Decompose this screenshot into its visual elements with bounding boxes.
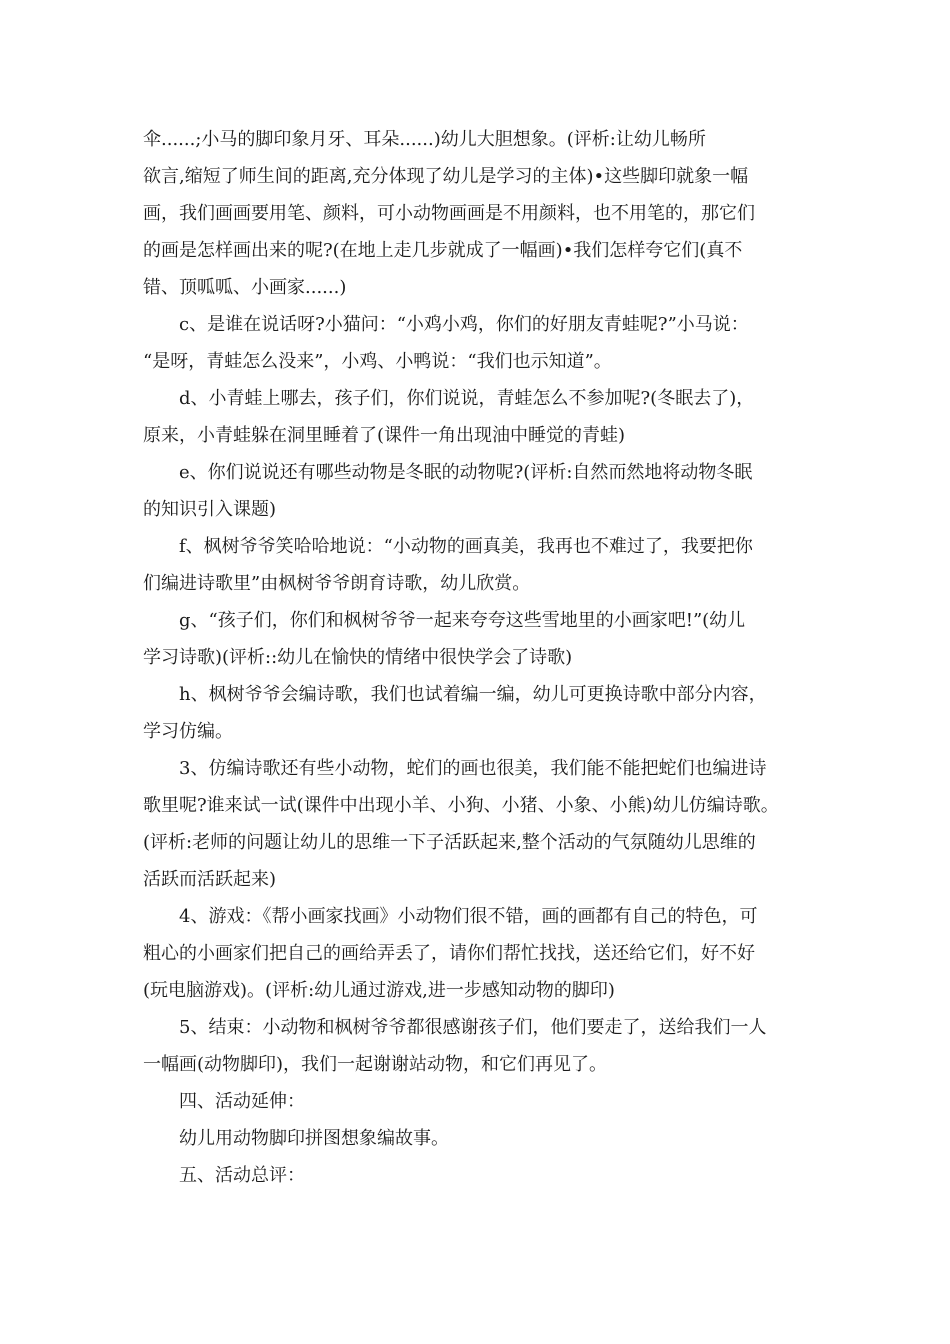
text-line: 学习仿编。 [143,721,233,742]
text-line: 粗心的小画家们把自己的画给弄丢了，请你们帮忙找找，送还给它们，好不好 [143,943,755,964]
text-line: (评析:老师的问题让幼儿的思维一下子活跃起来,整个活动的气氛随幼儿思维的 [143,832,756,853]
text-line: g、“孩子们，你们和枫树爷爷一起来夸夸这些雪地里的小画家吧!”(幼儿 [179,610,746,631]
paragraph-section-5-heading [143,1157,813,1194]
paragraph-continuation [143,121,813,306]
paragraph-step-4 [143,898,813,1009]
text-line: 歌里呢?谁来试一试(课件中出现小羊、小狗、小猪、小象、小熊)幼儿仿编诗歌。 [143,795,779,816]
text-line: 5、结束：小动物和枫树爷爷都很感谢孩子们，他们要走了，送给我们一人 [179,1017,767,1038]
text-line: 一幅画(动物脚印)，我们一起谢谢站动物，和它们再见了。 [143,1054,608,1075]
text-line: 画，我们画画要用笔、颜料，可小动物画画是不用颜料，也不用笔的，那它们 [143,203,755,224]
paragraph-step-5 [143,1009,813,1083]
text-line: 们编进诗歌里”由枫树爷爷朗育诗歌，幼儿欣赏。 [143,573,531,594]
text-line: h、枫树爷爷会编诗歌，我们也试着编一编，幼儿可更换诗歌中部分内容， [179,684,767,705]
paragraph-step-3 [143,750,813,898]
text-line: 4、游戏：《帮小画家找画》小动物们很不错，画的画都有自己的特色，可 [179,906,758,927]
text-line: 错、顶呱呱、小画家......) [143,277,347,298]
paragraph-step-f [143,528,813,602]
text-line: (玩电脑游戏)。(评析:幼儿通过游戏,进一步感知动物的脚印) [143,980,615,1001]
text-line: 的知识引入课题) [143,499,277,520]
paragraph-section-4-body [143,1120,813,1157]
text-line: 的画是怎样画出来的呢?(在地上走几步就成了一幅画)•我们怎样夸它们(真不 [143,240,743,261]
document-body [143,121,813,1194]
text-line: d、小青蛙上哪去，孩子们，你们说说，青蛙怎么不参加呢?(冬眠去了)， [179,388,755,409]
text-line: 学习诗歌)(评析::幼儿在愉快的情绪中很快学会了诗歌) [143,647,573,668]
paragraph-step-e [143,454,813,528]
paragraph-step-c [143,306,813,380]
text-line: 幼儿用动物脚印拼图想象编故事。 [179,1128,449,1149]
document-page [143,121,813,1194]
text-line: 五、活动总评： [179,1165,305,1186]
paragraph-step-h [143,676,813,750]
text-line: e、你们说说还有哪些动物是冬眠的动物呢?(评析:自然而然地将动物冬眠 [179,462,753,483]
text-line: 原来，小青蛙躲在洞里睡着了(课件一角出现油中睡觉的青蛙) [143,425,626,446]
text-line: 四、活动延伸： [179,1091,305,1112]
paragraph-section-4-heading [143,1083,813,1120]
text-line: 3、仿编诗歌还有些小动物，蛇们的画也很美，我们能不能把蛇们也编进诗 [179,758,767,779]
text-line: “是呀，青蛙怎么没来”，小鸡、小鸭说：“我们也示知道”。 [143,351,612,372]
paragraph-step-g [143,602,813,676]
paragraph-step-d [143,380,813,454]
text-line: f、枫树爷爷笑哈哈地说：“小动物的画真美，我再也不难过了，我要把你 [179,536,753,557]
text-line: 伞......;小马的脚印象月牙、耳朵......)幼儿大胆想象。(评析:让幼儿畅所 [143,129,706,150]
text-line: 活跃而活跃起来) [143,869,277,890]
text-line: 欲言,缩短了师生间的距离,充分体现了幼儿是学习的主体)•这些脚印就象一幅 [143,166,749,187]
text-line: c、是谁在说话呀?小猫问：“小鸡小鸡，你们的好朋友青蛙呢?”小马说： [179,314,749,335]
